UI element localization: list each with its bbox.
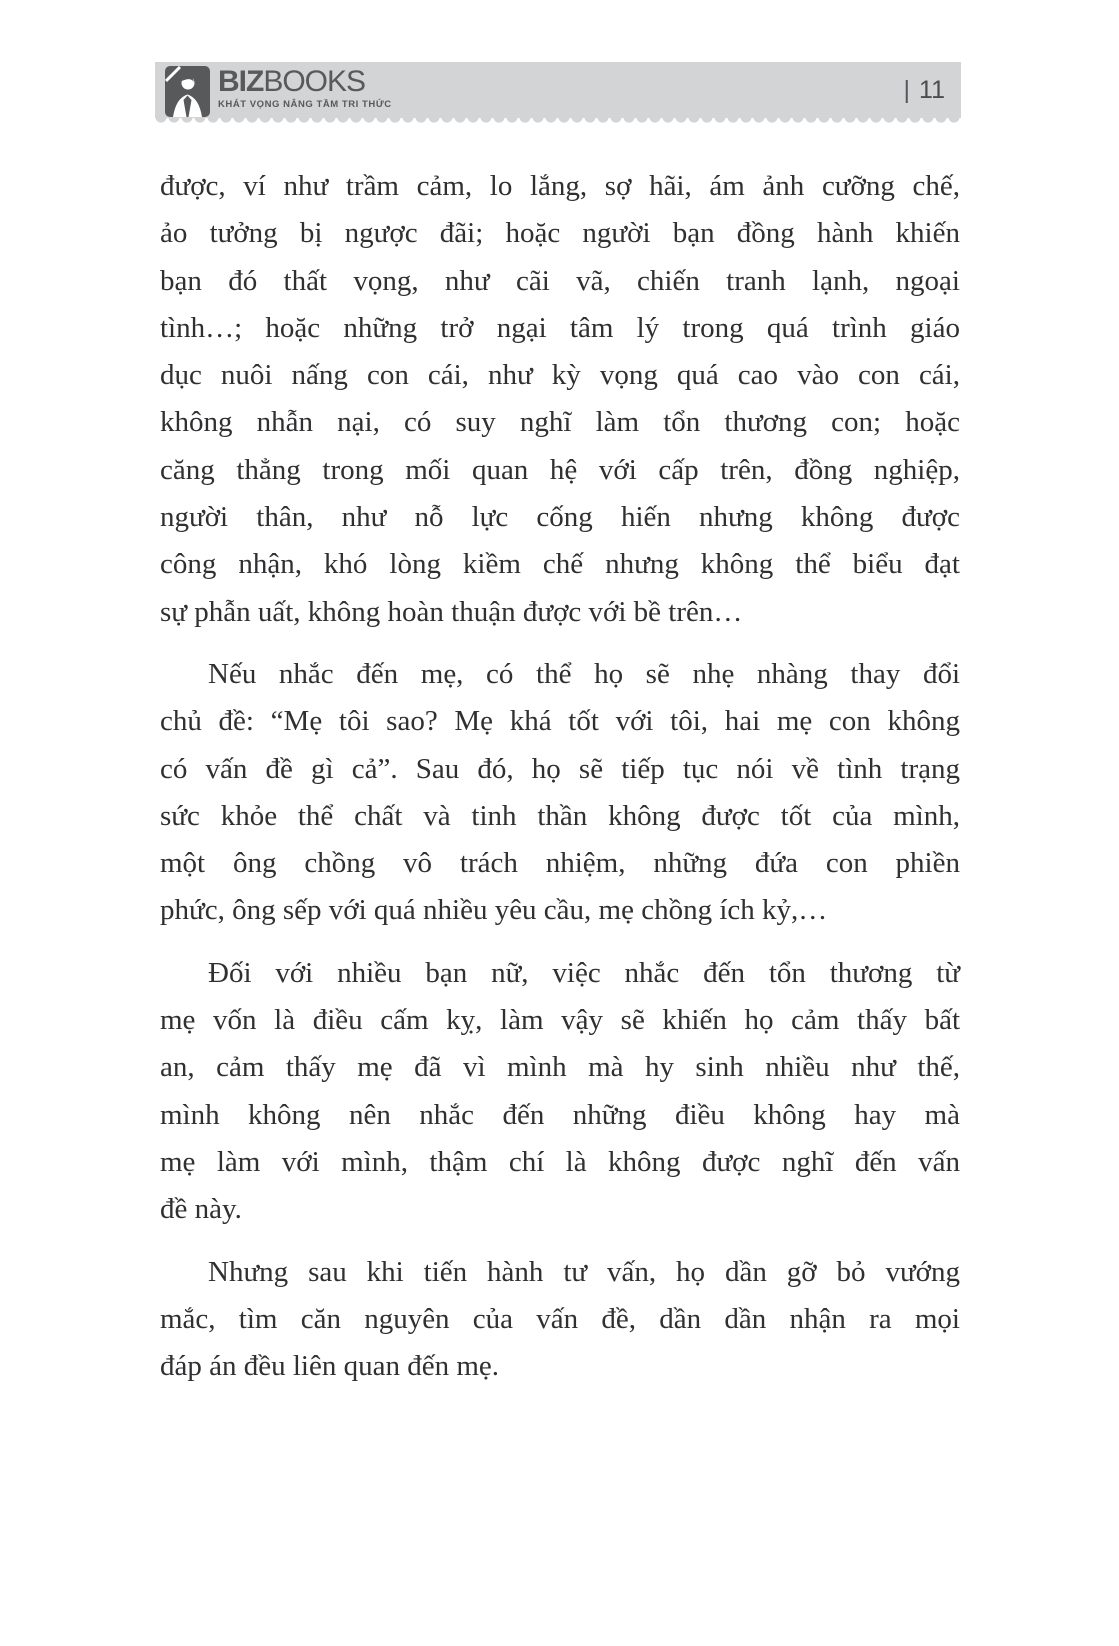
paragraph	[160, 950, 960, 1234]
page-number-value: 11	[919, 75, 945, 104]
text-line: mẹ làm với mình, thậm chí là không được nghĩ đến vấn	[160, 1145, 960, 1178]
text-line: đáp án đều liên quan đến mẹ.	[160, 1350, 500, 1383]
text-line: mẹ vốn là điều cấm kỵ, làm vậy sẽ khiến họ cảm thấy bất	[160, 1004, 960, 1037]
text-line: mình không nên nhắc đến những điều không hay mà	[160, 1098, 960, 1131]
text-line: an, cảm thấy mẹ đã vì mình mà hy sinh nhiều như thế,	[160, 1051, 960, 1084]
text-line: tình…; hoặc những trở ngại tâm lý trong quá trình giáo	[160, 311, 960, 344]
text-line: sức khỏe thể chất và tinh thần không được tốt của mình,	[160, 799, 960, 832]
page-text	[160, 163, 960, 1390]
paragraph	[160, 1249, 960, 1391]
page-number	[904, 62, 945, 118]
logo-tagline: KHÁT VỌNG NÂNG TẦM TRI THỨC	[218, 99, 392, 110]
text-line: sự phẫn uất, không hoàn thuận được với bề trên…	[160, 595, 743, 628]
text-line: được, ví như trầm cảm, lo lắng, sợ hãi, ám ảnh cưỡng chế,	[160, 170, 960, 202]
text-line: người thân, như nỗ lực cống hiến nhưng không được	[160, 501, 960, 534]
logo-title-biz: BIZ	[218, 65, 264, 98]
logo-title	[218, 65, 365, 98]
text-line: bạn đó thất vọng, như cãi vã, chiến tranh lạnh, ngoại	[160, 264, 960, 297]
paragraph	[160, 163, 960, 636]
text-line: dục nuôi nấng con cái, như kỳ vọng quá cao vào con cái,	[160, 359, 960, 392]
page-number-separator: |	[903, 75, 911, 104]
text-line: một ông chồng vô trách nhiệm, những đứa con phiền	[160, 847, 960, 880]
text-line: công nhận, khó lòng kiềm chế nhưng không thể biểu đạt	[160, 548, 960, 581]
text-line: phức, ông sếp với quá nhiều yêu cầu, mẹ chồng ích kỷ,…	[160, 894, 828, 927]
text-line: không nhẫn nại, có suy nghĩ làm tổn thương con; hoặc	[160, 406, 960, 439]
text-line: chủ đề: “Mẹ tôi sao? Mẹ khá tốt với tôi, hai mẹ con không	[160, 705, 960, 738]
text-line: ảo tưởng bị ngược đãi; hoặc người bạn đồng hành khiến	[160, 217, 960, 250]
logo-title-books: BOOKS	[263, 65, 366, 98]
text-line: đề này.	[160, 1193, 242, 1226]
text-line: Nếu nhắc đến mẹ, có thể họ sẽ nhẹ nhàng thay đổi	[208, 657, 960, 690]
text-line: căng thẳng trong mối quan hệ với cấp trên, đồng nghiệp,	[160, 453, 960, 486]
bizbooks-logo-text	[218, 66, 392, 110]
bizbooks-logo	[165, 66, 392, 117]
text-line: Nhưng sau khi tiến hành tư vấn, họ dần gỡ bỏ vướng	[208, 1255, 960, 1288]
bizbooks-book-man-icon	[165, 66, 210, 117]
paragraph	[160, 651, 960, 935]
text-line: mắc, tìm căn nguyên của vấn đề, dần dần nhận ra mọi	[160, 1302, 960, 1335]
text-line: Đối với nhiều bạn nữ, việc nhắc đến tổn thương từ	[208, 956, 960, 989]
header-bar	[155, 62, 961, 118]
text-line: có vấn đề gì cả”. Sau đó, họ sẽ tiếp tục nói về tình trạng	[160, 752, 960, 785]
